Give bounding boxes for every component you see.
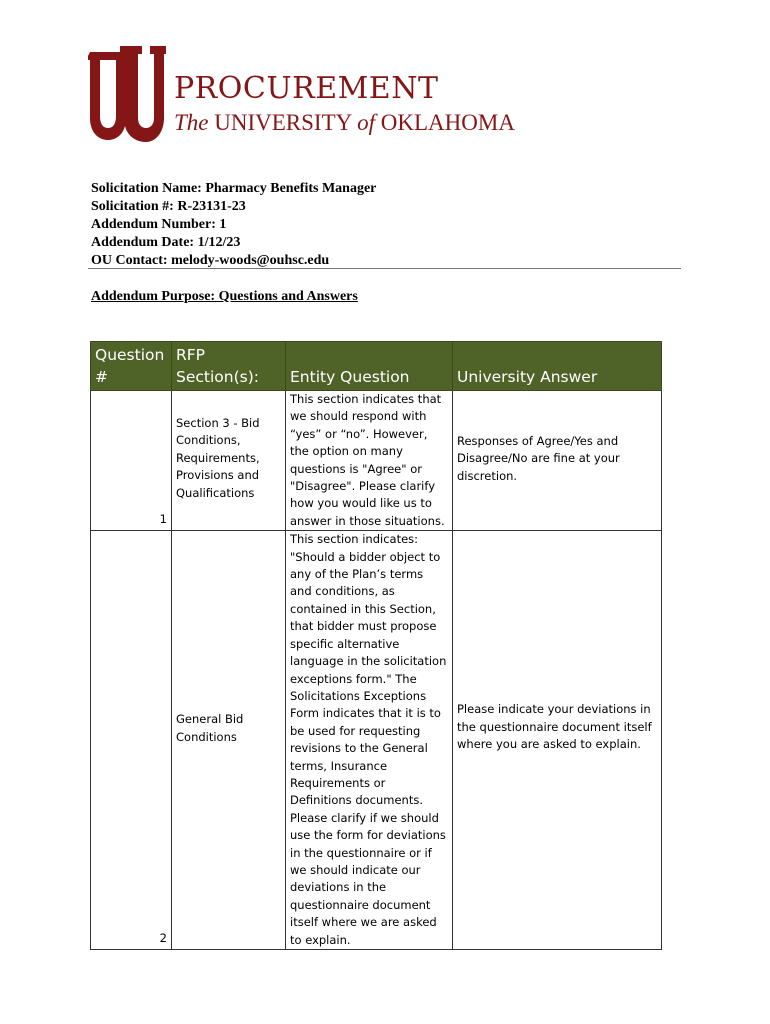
column-header-question-number: Question #	[91, 342, 172, 391]
procurement-title: PROCUREMENT	[174, 71, 439, 106]
column-header-university-answer: University Answer	[453, 342, 662, 391]
addendum-purpose: Addendum Purpose: Questions and Answers	[91, 289, 358, 304]
of-word: of	[357, 110, 376, 135]
table-header-row	[91, 342, 662, 391]
column-header-rfp-section: RFP Section(s):	[172, 342, 286, 391]
rfp-section: General Bid Conditions	[172, 531, 286, 950]
university-answer: Please indicate your deviations in the questionnaire document itself where you are asked to explain.	[453, 531, 662, 950]
entity-question: This section indicates: "Should a bidder object to any of the Plan’s terms and conditions, as contained in this Section, that bidder must propose specific alternative language in the solicitation exceptions form." The Solicitations Exceptions Form indicates that it is to be used for requesting revisions to the General terms, Insurance Requirements or Definitions documents. Please clarify if we should use the form for deviations in the questionnaire or if we should indicate our deviations in the questionnaire document itself where we are asked to explain.	[286, 531, 453, 950]
university-answer: Responses of Agree/Yes and Disagree/No are fine at your discretion.	[453, 391, 662, 531]
solicitation-name: Solicitation Name: Pharmacy Benefits Manager	[91, 181, 377, 196]
ou-contact: OU Contact: melody-woods@ouhsc.edu	[91, 253, 330, 268]
addendum-number: Addendum Number: 1	[91, 217, 227, 232]
university-name	[174, 111, 515, 134]
university-logo	[88, 44, 515, 148]
university-word: UNIVERSITY	[208, 110, 358, 135]
entity-question: This section indicates that we should respond with “yes” or “no”. However, the option on many questions is "Agree" or "Disagree". Please clarify how you would like us to answer in those situations.	[286, 391, 453, 531]
table-row	[91, 531, 662, 950]
question-number: 2	[91, 531, 172, 950]
qa-table	[90, 341, 662, 950]
addendum-date: Addendum Date: 1/12/23	[91, 235, 241, 250]
table-row	[91, 391, 662, 531]
state-word: OKLAHOMA	[375, 110, 515, 135]
column-header-entity-question: Entity Question	[286, 342, 453, 391]
svg-text:ST: ST	[92, 122, 99, 128]
rfp-section: Section 3 - Bid Conditions, Requirements, Provisions and Qualifications	[172, 391, 286, 531]
divider	[88, 268, 681, 269]
solicitation-info	[91, 180, 376, 270]
ou-logo-icon	[88, 44, 166, 144]
the-word: The	[174, 110, 209, 135]
question-number: 1	[91, 391, 172, 531]
solicitation-number: Solicitation #: R-23131-23	[91, 199, 246, 214]
